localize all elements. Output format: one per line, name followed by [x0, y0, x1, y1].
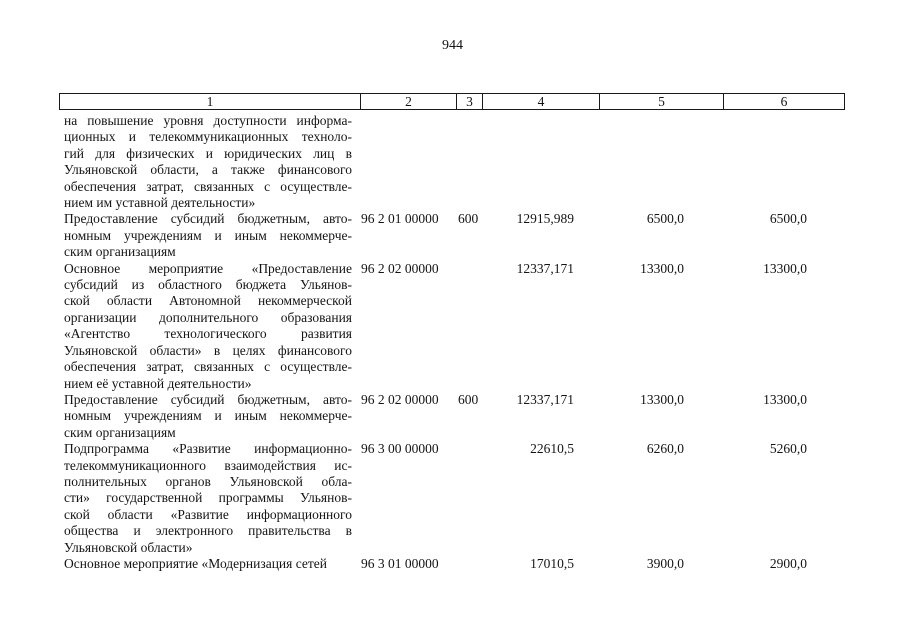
header-col-5: 5	[599, 94, 723, 109]
table-header-row	[59, 93, 845, 110]
row-value-col4: 12337,171	[516, 260, 574, 276]
row-code: 96 3 00 00000	[361, 441, 439, 457]
description-line: сти» государственной программы Ульянов-	[64, 490, 352, 506]
table-body	[0, 113, 905, 572]
description-line: Предоставление субсидий бюджетным, авто-	[64, 391, 352, 407]
row-value-col6: 6500,0	[769, 211, 807, 227]
row-value-col4: 22610,5	[530, 441, 574, 457]
row-value-col5: 3900,0	[646, 555, 684, 571]
row-value-col4: 12915,989	[516, 211, 574, 227]
description-line: ским организациям	[64, 424, 176, 440]
row-description	[64, 556, 352, 572]
description-line: Основное мероприятие «Предоставление	[64, 260, 352, 276]
description-line: телекоммуникационного взаимодействия ис-	[64, 457, 352, 473]
description-line: ской области Автономной некоммерческой	[64, 293, 352, 309]
row-description	[64, 211, 352, 260]
description-line: нием им уставной деятельности»	[64, 195, 256, 211]
description-line: номным учреждениям и иным некоммерче-	[64, 408, 352, 424]
row-code: 96 2 01 00000	[361, 211, 439, 227]
header-col-6: 6	[723, 94, 844, 109]
description-line: ской области «Развитие информационного	[64, 506, 352, 522]
row-description	[64, 261, 352, 392]
table-row	[0, 556, 905, 572]
row-description	[64, 392, 352, 441]
description-line: номным учреждениям и иным некоммерче-	[64, 227, 352, 243]
description-line: «Агентство технологического развития	[64, 326, 352, 342]
row-description	[64, 441, 352, 556]
row-value-col4: 17010,5	[530, 555, 574, 571]
description-line: обеспечения затрат, связанных с осуществле-	[64, 178, 352, 194]
table-row	[0, 261, 905, 392]
table-row	[0, 113, 905, 211]
table-row	[0, 211, 905, 260]
row-value-col5: 13300,0	[640, 260, 684, 276]
description-line: Подпрограмма «Развитие информационно-	[64, 441, 352, 457]
row-value-col6: 13300,0	[763, 391, 807, 407]
header-col-3: 3	[456, 94, 482, 109]
row-expense-type: 600	[458, 211, 479, 227]
description-line: Основное мероприятие «Модернизация сетей	[64, 555, 327, 571]
description-line: нием её уставной деятельности»	[64, 375, 252, 391]
description-line: общества и электронного правительства в	[64, 523, 352, 539]
row-expense-type: 600	[458, 391, 479, 407]
row-value-col6: 5260,0	[769, 441, 807, 457]
row-value-col6: 13300,0	[763, 260, 807, 276]
description-line: организации дополнительного образования	[64, 309, 352, 325]
description-line: обеспечения затрат, связанных с осуществле-	[64, 359, 352, 375]
header-col-2: 2	[360, 94, 456, 109]
description-line: Ульяновской области, а также финансового	[64, 162, 352, 178]
header-col-1: 1	[206, 94, 214, 109]
page-number: 944	[442, 38, 463, 53]
row-description	[64, 113, 352, 211]
description-line: ционных и телекоммуникационных техноло-	[64, 129, 352, 145]
row-value-col4: 12337,171	[516, 391, 574, 407]
description-line: на повышение уровня доступности информа-	[64, 113, 352, 128]
row-value-col5: 6500,0	[646, 211, 684, 227]
table-row	[0, 441, 905, 556]
row-code: 96 3 01 00000	[361, 555, 439, 571]
row-value-col5: 13300,0	[640, 391, 684, 407]
description-line: полнительных органов Ульяновской обла-	[64, 473, 352, 489]
description-line: Ульяновской области» в целях финансового	[64, 342, 352, 358]
description-line: Предоставление субсидий бюджетным, авто-	[64, 211, 352, 227]
row-value-col6: 2900,0	[769, 555, 807, 571]
description-line: субсидий из областного бюджета Ульянов-	[64, 277, 352, 293]
table-row	[0, 392, 905, 441]
row-code: 96 2 02 00000	[361, 391, 439, 407]
row-value-col5: 6260,0	[646, 441, 684, 457]
description-line: Ульяновской области»	[64, 539, 193, 555]
description-line: гий для физических и юридических лиц в	[64, 145, 352, 161]
row-code: 96 2 02 00000	[361, 260, 439, 276]
description-line: ским организациям	[64, 244, 176, 260]
header-col-4: 4	[482, 94, 599, 109]
